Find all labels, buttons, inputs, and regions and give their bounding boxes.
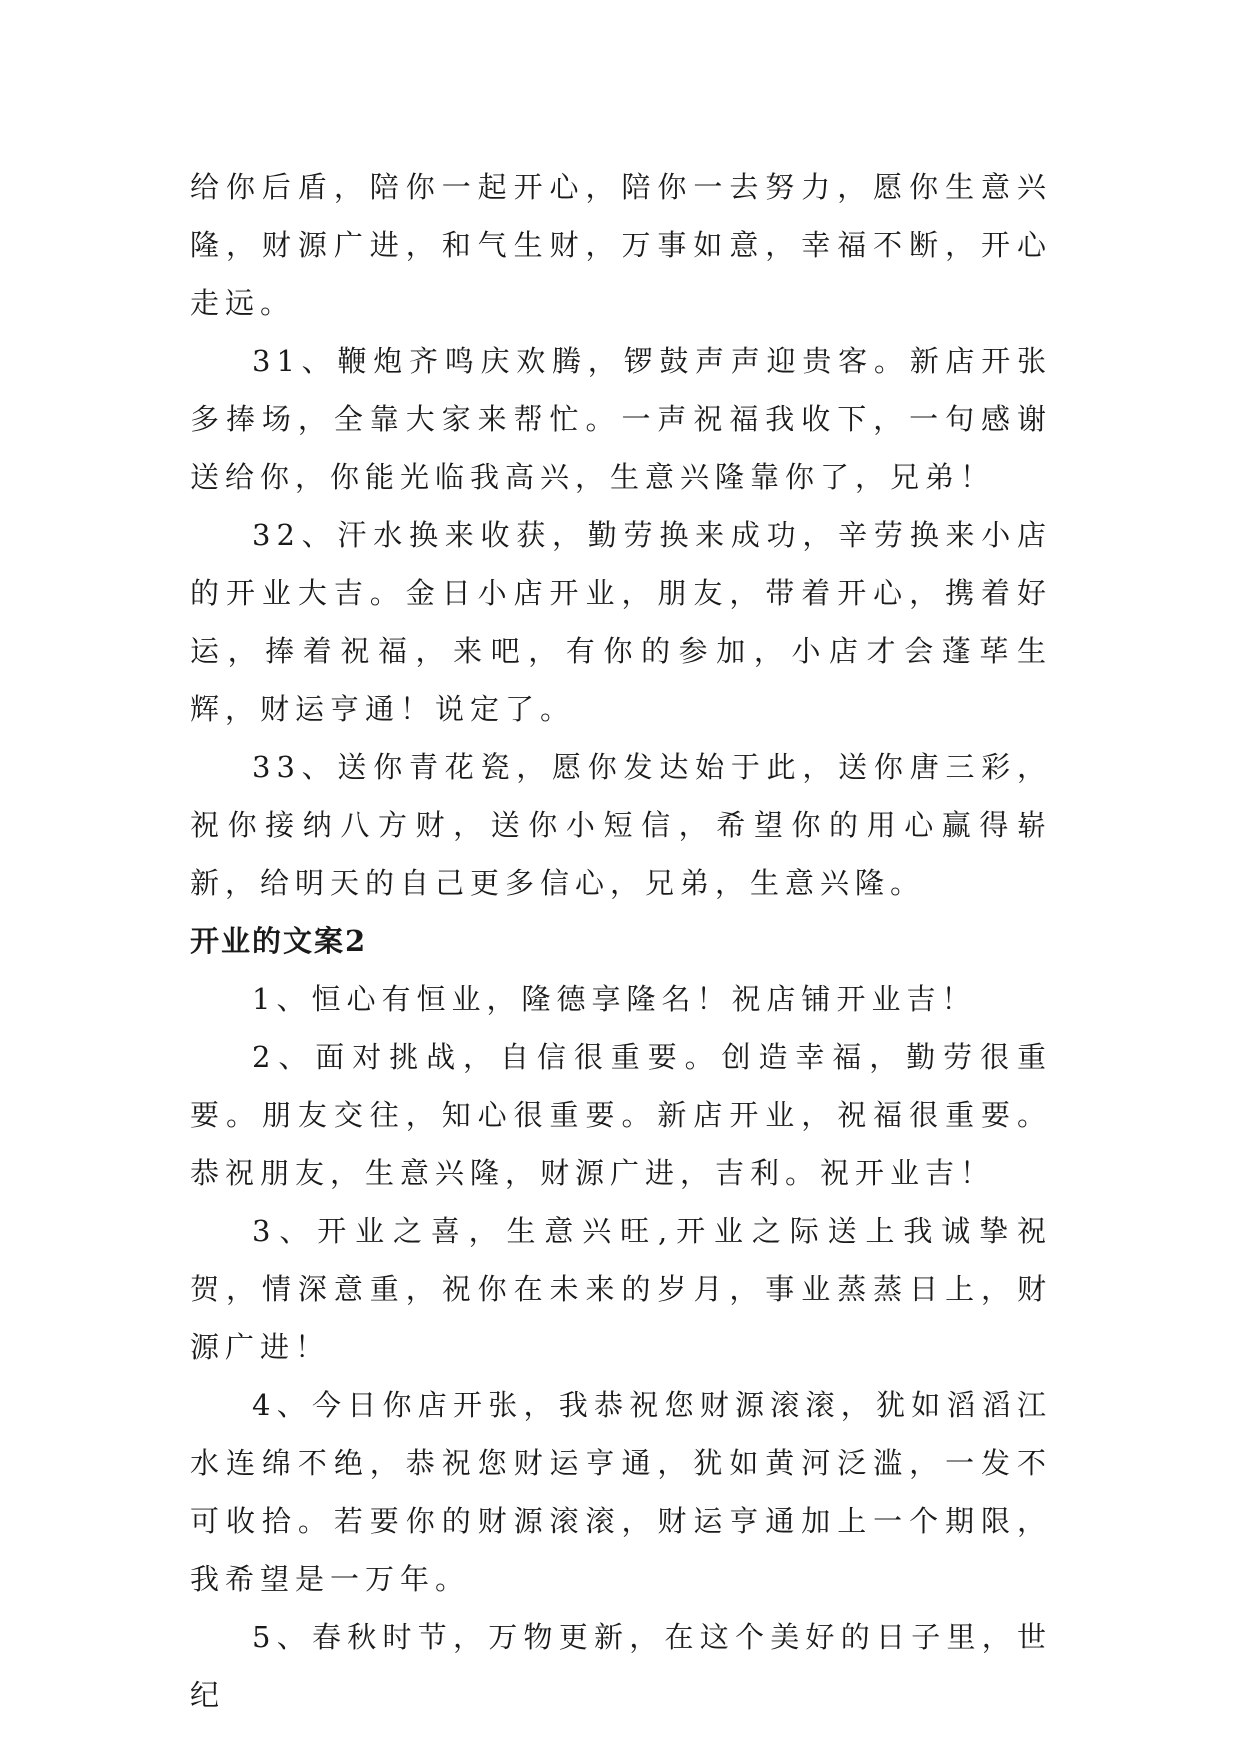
- paragraph-continuation: 给你后盾，陪你一起开心，陪你一去努力，愿你生意兴隆，财源广进，和气生财，万事如意，幸福不断，开心走远。: [190, 170, 1052, 320]
- paragraph-item-4: 4、今日你店开张，我恭祝您财源滚滚，犹如滔滔江水连绵不绝，恭祝您财运亨通，犹如黄河泛滥，一发不可收拾。若要你的财源滚滚，财运亨通加上一个期限，我希望是一万年。: [190, 1388, 1052, 1596]
- section-heading: 开业的文案2: [190, 924, 368, 958]
- paragraph-item-2: 2、面对挑战，自信很重要。创造幸福，勤劳很重要。朋友交往，知心很重要。新店开业，祝福很重要。恭祝朋友，生意兴隆，财源广进，吉利。祝开业吉！: [190, 1040, 1052, 1190]
- paragraph-item-32: 32、汗水换来收获，勤劳换来成功，辛劳换来小店的开业大吉。金日小店开业，朋友，带着开心，携着好运，捧着祝福，来吧，有你的参加，小店才会蓬荜生辉，财运亨通！说定了。: [190, 518, 1052, 726]
- paragraph-item-5: 5、春秋时节，万物更新，在这个美好的日子里，世纪: [190, 1620, 1052, 1712]
- paragraph-item-31: 31、鞭炮齐鸣庆欢腾，锣鼓声声迎贵客。新店开张多捧场，全靠大家来帮忙。一声祝福我收下，一句感谢送给你，你能光临我高兴，生意兴隆靠你了，兄弟！: [190, 344, 1052, 494]
- paragraph-item-3: 3、开业之喜，生意兴旺,开业之际送上我诚挚祝贺，情深意重，祝你在未来的岁月，事业蒸蒸日上，财源广进！: [190, 1214, 1052, 1364]
- document-body: [190, 158, 1052, 1724]
- paragraph-item-33: 33、送你青花瓷，愿你发达始于此，送你唐三彩，祝你接纳八方财，送你小短信，希望你的用心赢得崭新，给明天的自己更多信心，兄弟，生意兴隆。: [190, 750, 1052, 900]
- paragraph-item-1: 1、恒心有恒业，隆德享隆名！祝店铺开业吉！: [252, 982, 977, 1016]
